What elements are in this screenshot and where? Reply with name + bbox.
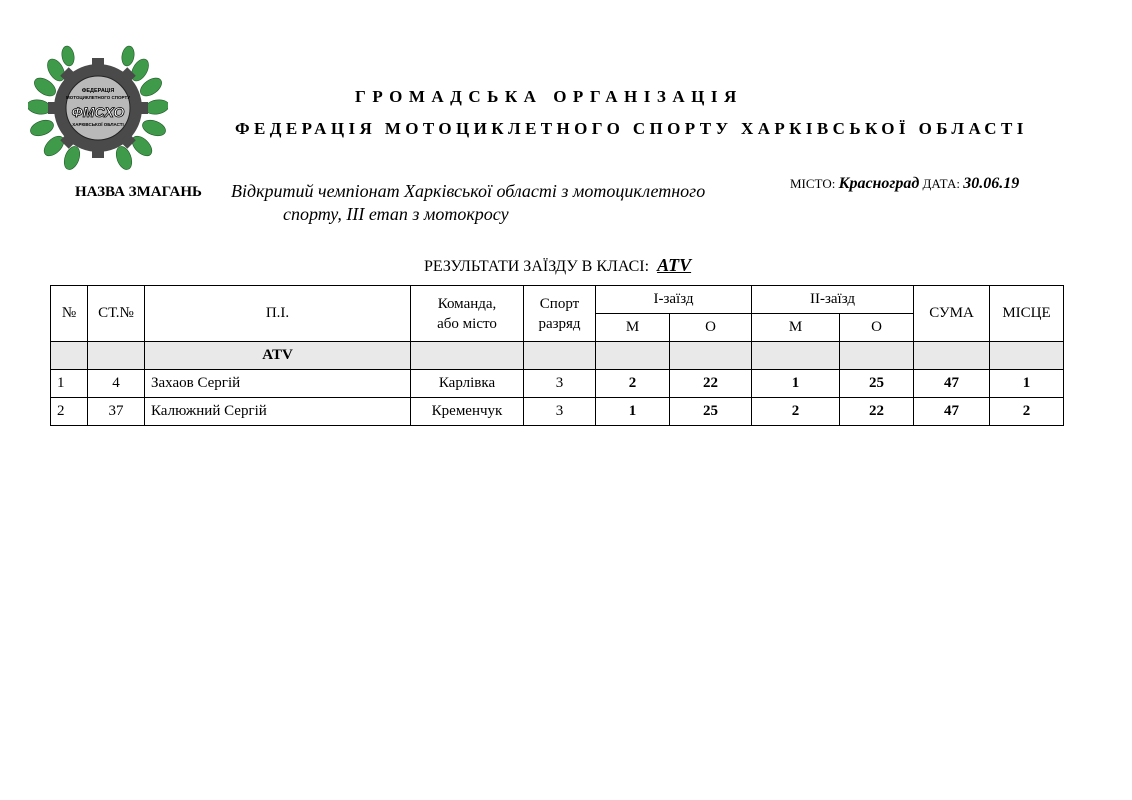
cell-num: 2 <box>51 398 88 426</box>
cell-team: Карлівка <box>411 370 524 398</box>
federation-logo <box>28 42 168 170</box>
col-header-race2-o: О <box>840 314 914 342</box>
cell-race2-o: 22 <box>840 398 914 426</box>
col-header-place: МІСЦЕ <box>990 286 1064 342</box>
col-header-start-num: СТ.№ <box>88 286 145 342</box>
results-title-text: РЕЗУЛЬТАТИ ЗАЇЗДУ В КЛАСІ: <box>424 258 650 275</box>
cell-race1-o: 22 <box>670 370 752 398</box>
col-header-rank <box>524 286 596 342</box>
place-date <box>790 175 1019 193</box>
cell-start-num: 37 <box>88 398 145 426</box>
col-header-race1-o: О <box>670 314 752 342</box>
col-header-race2: ІІ-заїзд <box>752 286 914 314</box>
cell-race1-o: 25 <box>670 398 752 426</box>
competition-label: НАЗВА ЗМАГАНЬ <box>75 184 202 200</box>
col-header-team-line2: або місто <box>437 315 497 332</box>
cell-team: Кременчук <box>411 398 524 426</box>
table-row <box>51 370 1064 398</box>
svg-text:ХАРКІВСЬКОЇ ОБЛАСТІ: ХАРКІВСЬКОЇ ОБЛАСТІ <box>72 122 124 127</box>
cell-place: 1 <box>990 370 1064 398</box>
results-table <box>50 285 1064 426</box>
federation-title: ФЕДЕРАЦІЯ МОТОЦИКЛЕТНОГО СПОРТУ ХАРКІВСЬКОЇ ОБЛАСТІ <box>235 119 1028 138</box>
city-value: Красноград <box>838 175 920 192</box>
organization-title: ГРОМАДСЬКА ОРГАНІЗАЦІЯ <box>355 87 743 106</box>
col-header-team-line1: Команда, <box>437 295 497 312</box>
col-header-name: П.І. <box>145 286 411 342</box>
col-header-team <box>411 286 524 342</box>
col-header-num: № <box>51 286 88 342</box>
cell-race1-m: 1 <box>596 398 670 426</box>
col-header-race2-m: М <box>752 314 840 342</box>
cell-sum: 47 <box>914 370 990 398</box>
cell-place: 2 <box>990 398 1064 426</box>
cell-race2-o: 25 <box>840 370 914 398</box>
city-label: МІСТО: <box>790 176 836 191</box>
table-row <box>51 398 1064 426</box>
cell-name: Захаов Сергій <box>145 370 411 398</box>
svg-text:ФЕДЕРАЦІЯ: ФЕДЕРАЦІЯ <box>81 88 115 94</box>
cell-sum: 47 <box>914 398 990 426</box>
competition-name-line2: спорту, ІІІ етап з мотокросу <box>283 204 509 224</box>
date-value: 30.06.19 <box>963 175 1020 192</box>
cell-race2-m: 2 <box>752 398 840 426</box>
results-class: ATV <box>657 255 692 275</box>
cell-rank: 3 <box>524 398 596 426</box>
col-header-rank-line1: Спорт <box>539 295 580 312</box>
results-title <box>424 255 691 276</box>
cell-race1-m: 2 <box>596 370 670 398</box>
col-header-sum: СУМА <box>914 286 990 342</box>
col-header-race1: І-заїзд <box>596 286 752 314</box>
svg-text:ФМСХО: ФМСХО <box>71 104 125 120</box>
cell-start-num: 4 <box>88 370 145 398</box>
competition-name-line1: Відкритий чемпіонат Харківської області з мотоциклетного <box>231 181 706 201</box>
class-row <box>51 342 1064 370</box>
cell-race2-m: 1 <box>752 370 840 398</box>
col-header-rank-line2: разряд <box>538 315 581 332</box>
class-row-name: ATV <box>145 342 411 370</box>
col-header-race1-m: М <box>596 314 670 342</box>
date-label: ДАТА: <box>922 176 960 191</box>
cell-num: 1 <box>51 370 88 398</box>
svg-text:МОТОЦИКЛЕТНОГО СПОРТУ: МОТОЦИКЛЕТНОГО СПОРТУ <box>65 95 131 100</box>
cell-rank: 3 <box>524 370 596 398</box>
cell-name: Калюжний Сергій <box>145 398 411 426</box>
